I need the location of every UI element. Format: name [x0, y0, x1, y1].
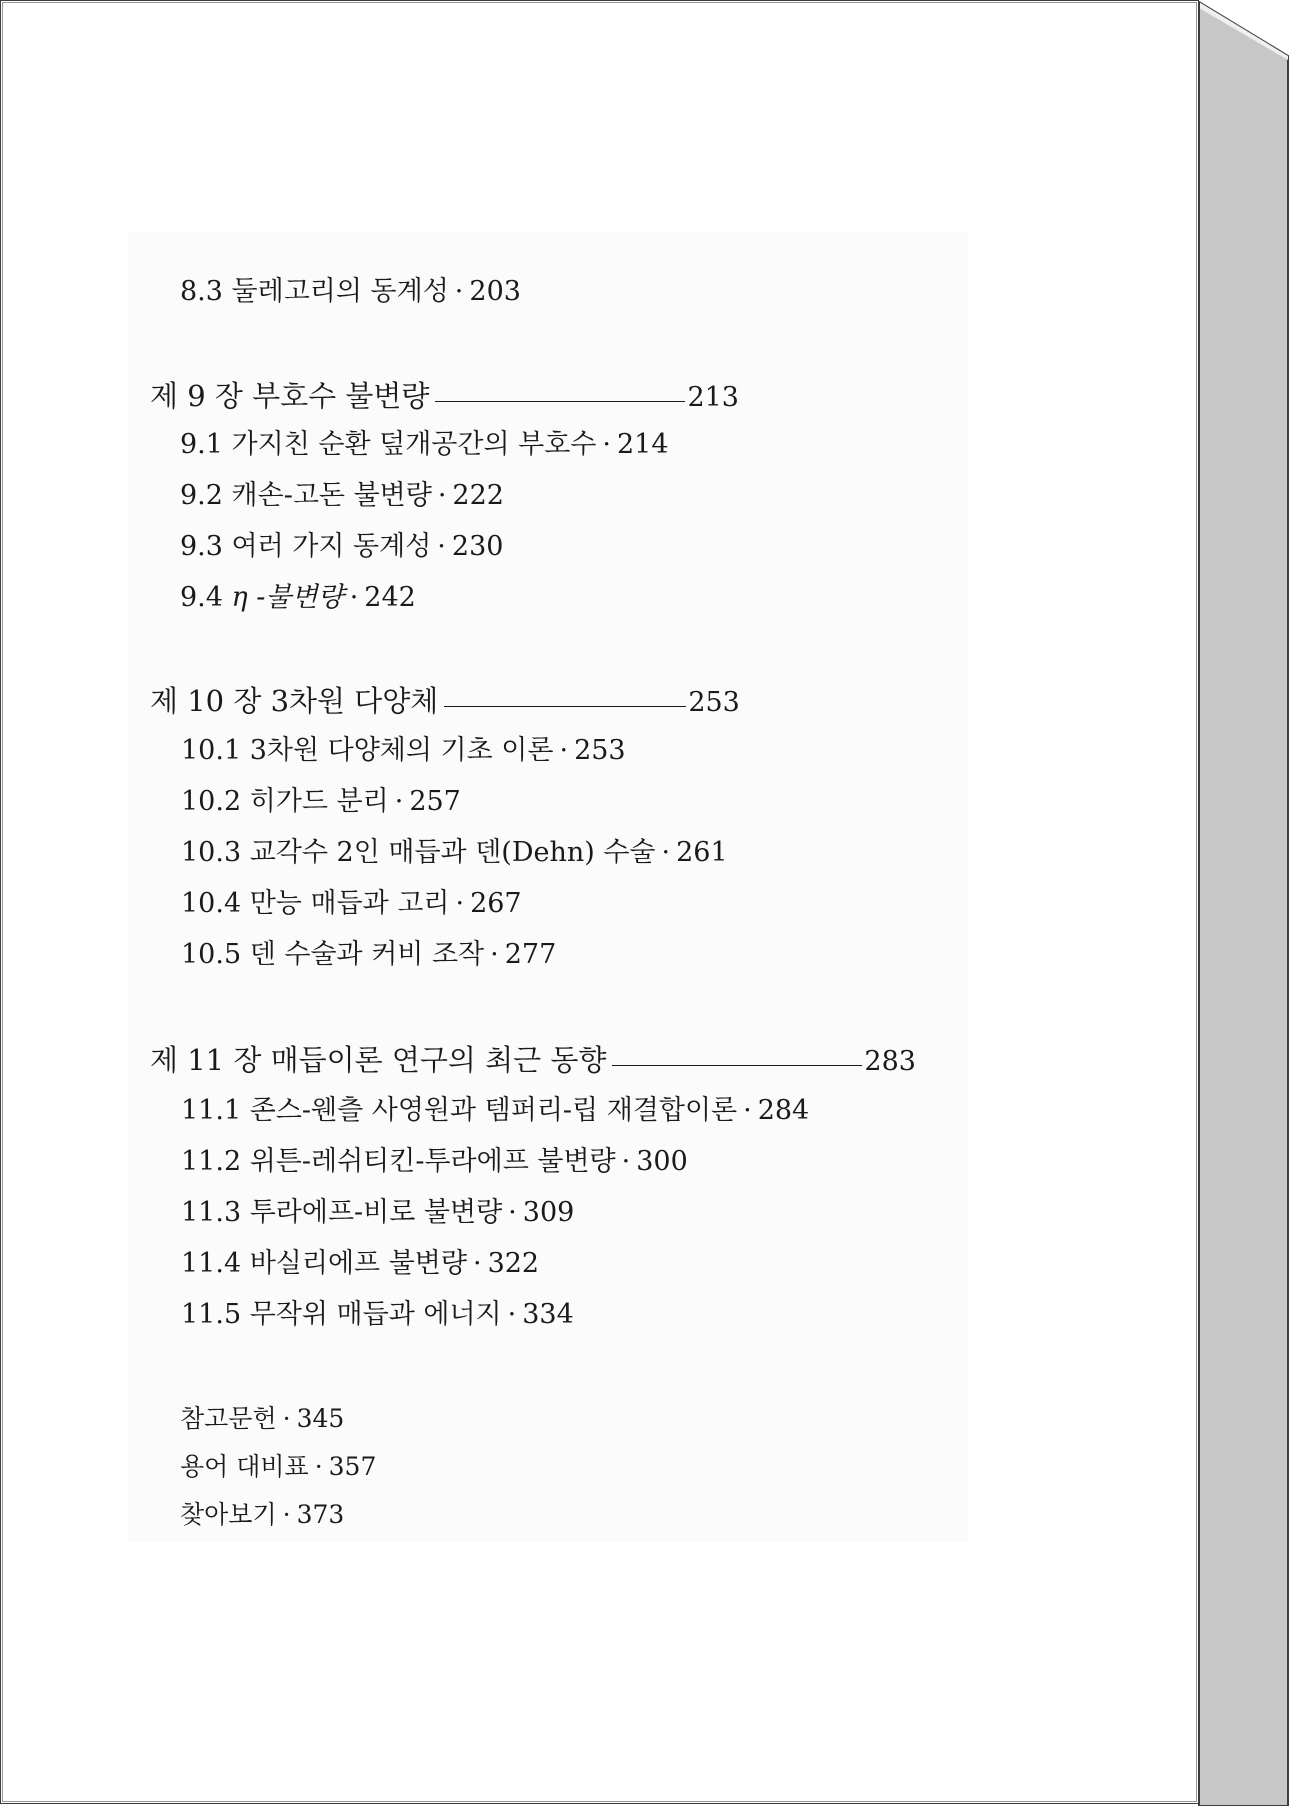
entry-title: 위튼-레쉬티킨-투라에프 불변량 [249, 1146, 616, 1177]
entry-page: 222 [452, 480, 504, 511]
backmatter-entry[interactable] [180, 1454, 376, 1479]
entry-page: 253 [574, 735, 626, 766]
entry-page: 230 [451, 531, 504, 562]
entry-title: η -불변량 [231, 582, 344, 613]
chapter-title: 제 11 장 매듭이론 연구의 최근 동향 [150, 1043, 607, 1077]
entry-title: 히가드 분리 [249, 786, 389, 817]
separator-dot: · [508, 1197, 517, 1228]
entry-title: 투라에프-비로 불변량 [249, 1197, 503, 1228]
backmatter-page: 357 [328, 1452, 377, 1481]
entry-title: 여러 가지 동계성 [231, 531, 432, 562]
separator-dot: · [282, 1500, 291, 1529]
toc-entry[interactable] [181, 1097, 809, 1124]
entry-title: 3차원 다양체의 기초 이론 [249, 735, 554, 766]
chapter-page: 213 [687, 382, 739, 413]
entry-title: 존스-웬츨 사영원과 템퍼리-립 재결합이론 [249, 1095, 738, 1126]
toc-entry[interactable] [180, 533, 503, 560]
separator-dot: · [472, 1248, 482, 1279]
entry-page: 267 [470, 888, 522, 919]
entry-page: 322 [487, 1248, 540, 1279]
spine-face [1199, 2, 1288, 1806]
entry-number: 8.3 [180, 276, 223, 307]
separator-dot: · [743, 1095, 752, 1126]
separator-dot: · [282, 1404, 291, 1433]
toc-entry[interactable] [181, 839, 728, 866]
entry-title: 교각수 2인 매듭과 덴(Dehn) 수술 [249, 837, 656, 868]
chapter-heading[interactable] [150, 379, 739, 413]
chapter-title: 제 10 장 3차원 다양체 [150, 684, 439, 718]
toc-entry[interactable] [181, 1148, 688, 1175]
separator-dot: · [507, 1299, 517, 1330]
leader-line [444, 706, 686, 707]
entry-page: 242 [364, 582, 416, 613]
backmatter-title: 참고문헌 [180, 1404, 277, 1433]
backmatter-page: 345 [296, 1404, 345, 1433]
toc-entry[interactable] [180, 431, 669, 458]
separator-dot: · [437, 480, 447, 511]
separator-dot: · [455, 888, 465, 919]
backmatter-title: 용어 대비표 [180, 1452, 309, 1481]
entry-number: 10.2 [181, 786, 242, 817]
separator-dot: · [490, 939, 499, 970]
entry-title: 가지친 순환 덮개공간의 부호수 [231, 429, 597, 460]
entry-number: 9.3 [180, 531, 223, 562]
separator-dot: · [314, 1452, 323, 1481]
entry-number: 11.4 [181, 1248, 242, 1279]
entry-title: 캐손-고돈 불변량 [231, 480, 432, 511]
chapter-heading[interactable] [150, 684, 740, 718]
entry-number: 9.4 [180, 582, 223, 613]
entry-page: 261 [676, 837, 728, 868]
separator-dot: · [349, 582, 359, 613]
chapter-title: 제 9 장 부호수 불변량 [150, 379, 430, 413]
leader-line [435, 401, 685, 402]
separator-dot: · [454, 276, 464, 307]
toc-entry[interactable] [181, 788, 461, 815]
entry-title: 무작위 매듭과 에너지 [249, 1299, 502, 1330]
entry-title: 둘레고리의 동계성 [231, 276, 449, 307]
entry-number: 9.1 [180, 429, 223, 460]
toc-entry[interactable] [181, 941, 556, 968]
toc-entry[interactable] [181, 1250, 539, 1277]
entry-page: 214 [616, 429, 669, 460]
entry-title: 바실리에프 불변량 [249, 1248, 467, 1279]
entry-number: 11.1 [181, 1095, 242, 1126]
entry-number: 9.2 [180, 480, 223, 511]
toc-entry[interactable] [180, 482, 504, 509]
leader-line [612, 1065, 862, 1066]
backmatter-title: 찾아보기 [180, 1500, 277, 1529]
entry-title: 만능 매듭과 고리 [249, 888, 450, 919]
entry-page: 257 [409, 786, 461, 817]
entry-number: 10.5 [181, 939, 242, 970]
toc-entry[interactable] [181, 890, 522, 917]
separator-dot: · [559, 735, 569, 766]
separator-dot: · [661, 837, 671, 868]
separator-dot: · [394, 786, 404, 817]
chapter-page: 253 [688, 687, 740, 718]
entry-number: 11.2 [181, 1146, 242, 1177]
backmatter-entry[interactable] [180, 1502, 344, 1527]
toc-entry[interactable] [180, 584, 416, 611]
entry-title: 덴 수술과 커비 조작 [249, 939, 485, 970]
toc-entry[interactable] [181, 1199, 574, 1226]
entry-number: 10.3 [181, 837, 242, 868]
separator-dot: · [602, 429, 611, 460]
backmatter-page: 373 [296, 1500, 345, 1529]
entry-number: 11.3 [181, 1197, 242, 1228]
chapter-page: 283 [864, 1046, 916, 1077]
entry-page: 284 [757, 1095, 810, 1126]
entry-page: 277 [504, 939, 557, 970]
entry-number: 10.1 [181, 735, 242, 766]
separator-dot: · [621, 1146, 631, 1177]
entry-number: 11.5 [181, 1299, 242, 1330]
entry-page: 334 [522, 1299, 574, 1330]
entry-page: 309 [522, 1197, 575, 1228]
separator-dot: · [437, 531, 446, 562]
entry-page: 203 [469, 276, 521, 307]
entry-page: 300 [636, 1146, 688, 1177]
entry-number: 10.4 [181, 888, 242, 919]
toc-entry[interactable] [181, 737, 626, 764]
toc-entry[interactable] [181, 1301, 574, 1328]
chapter-heading[interactable] [150, 1043, 916, 1077]
toc-entry[interactable] [180, 278, 521, 305]
backmatter-entry[interactable] [180, 1406, 344, 1431]
